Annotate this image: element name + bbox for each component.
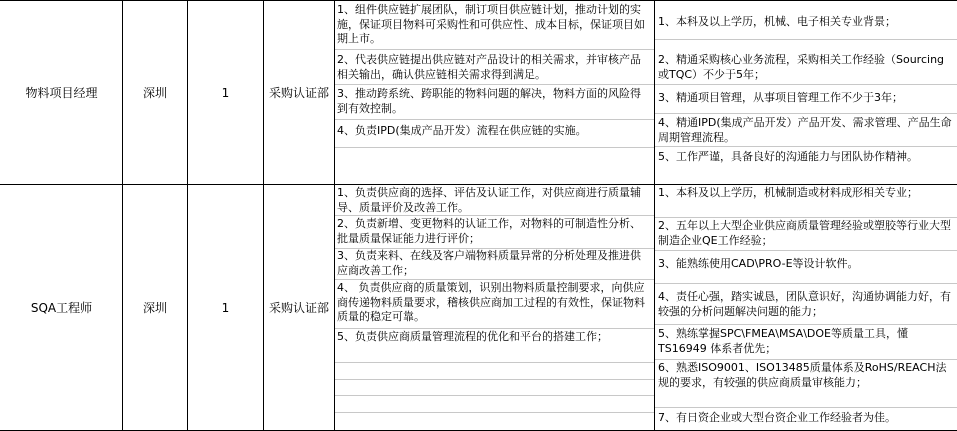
col-border-duties [654,0,655,431]
job-department: 采购认证部 [268,300,329,315]
job-duty: 2、代表供应链提出供应链对产品设计的相关需求，并审核产品相关输出，确认供应链相关需求得到满足。 [337,53,641,81]
job-location: 深圳 [142,300,167,315]
job-requirement: 4、精通IPD(集成产品开发）产品开发、需求管理、产品生命周期管理流程。 [658,116,952,144]
duty-separator [335,49,654,50]
duty-separator [335,84,654,85]
job-requirement: 4、责任心强，踏实诚恳，团队意识好，沟通协调能力好，有较强的分析问题解决问题的能力； [658,290,951,318]
job-requirement: 1、本科及以上学历，机械制造或材料成形相关专业； [658,186,918,199]
requirement-separator [655,250,957,251]
requirement-separator [655,324,957,325]
job-title: 物料项目经理 [25,85,98,100]
job-title: SQA工程师 [30,300,93,315]
duty-separator [335,379,654,380]
duty-separator [335,395,654,396]
job-requirement: 5、工作严谨，具备良好的沟通能力与团队协作精神。 [658,150,918,163]
duty-separator [335,279,654,280]
job-duty: 1、组件供应链扩展团队，制订项目供应链计划，推动计划的实施，保证项目物料可采购性和可供应性、成本目标，保证项目如期上市。 [337,3,645,45]
job-duty: 5、负责供应商质量管理流程的优化和平台的搭建工作； [337,330,608,343]
duty-separator [335,362,654,363]
requirement-separator [655,84,957,85]
duty-separator [335,147,654,148]
job-requirement: 5、熟练掌握SPC\FMEA\MSA\DOE等质量工具，懂TS16949 体系者优先； [658,327,908,355]
job-duty: 3、推动跨系统、跨职能的物料问题的解决，物料方面的风险得到有效控制。 [337,87,641,115]
requirement-separator [655,407,957,408]
job-duty: 3、负责来料、在线及客户端物料质量异常的分析处理及推进供应商改善工作； [337,249,641,277]
job-duty: 4、 负责供应商的质量策划，识别出物料质量控制要求，向供应商传递物料质量要求，稽核供应商加工过程的有效性，保证物料质量的稳定可靠。 [337,281,645,323]
job-requirement: 2、精通采购核心业务流程，采购相关工作经验（Sourcing或TQC）不少于5年； [658,53,945,81]
duty-separator [335,215,654,216]
requirement-separator [655,39,957,40]
job-duty: 4、负责IPD(集成产品开发）流程在供应链的实施。 [337,124,587,137]
job-requirement: 1、本科及以上学历，机械、电子相关专业背景； [658,15,896,28]
requirement-separator [655,283,957,284]
job-count: 1 [221,300,230,315]
requirement-separator [655,217,957,218]
job-requirement: 3、精通项目管理，从事项目管理工作不少于3年； [658,91,903,104]
duty-separator [335,412,654,413]
requirement-separator [655,146,957,147]
duty-separator [335,119,654,120]
job-requirement: 2、五年以上大型企业供应商质量管理经验或塑胶等行业大型制造企业QE工作经验； [658,219,951,247]
job-location: 深圳 [142,85,167,100]
job-duty: 2、负责新增、变更物料的认证工作，对物料的可制造性分析、批量质量保证能力进行评价； [337,217,641,245]
job-department: 采购认证部 [268,85,329,100]
duty-separator [335,328,654,329]
requirement-separator [655,359,957,360]
job-requirement: 7、有日资企业或大型台资企业工作经验者为佳。 [658,411,896,424]
requirement-separator [655,113,957,114]
job-duty: 1、负责供应商的选择、评估及认证工作，对供应商进行质量辅导、质量评价及改善工作。 [337,186,641,214]
job-count: 1 [221,85,230,100]
job-requirement: 3、能熟练使用CAD\PRO-E等设计软件。 [658,257,859,270]
job-requirement: 6、熟悉ISO9001、ISO13485质量体系及RoHS/REACH法规的要求，有较强的供应商质量审核能力； [658,361,947,389]
